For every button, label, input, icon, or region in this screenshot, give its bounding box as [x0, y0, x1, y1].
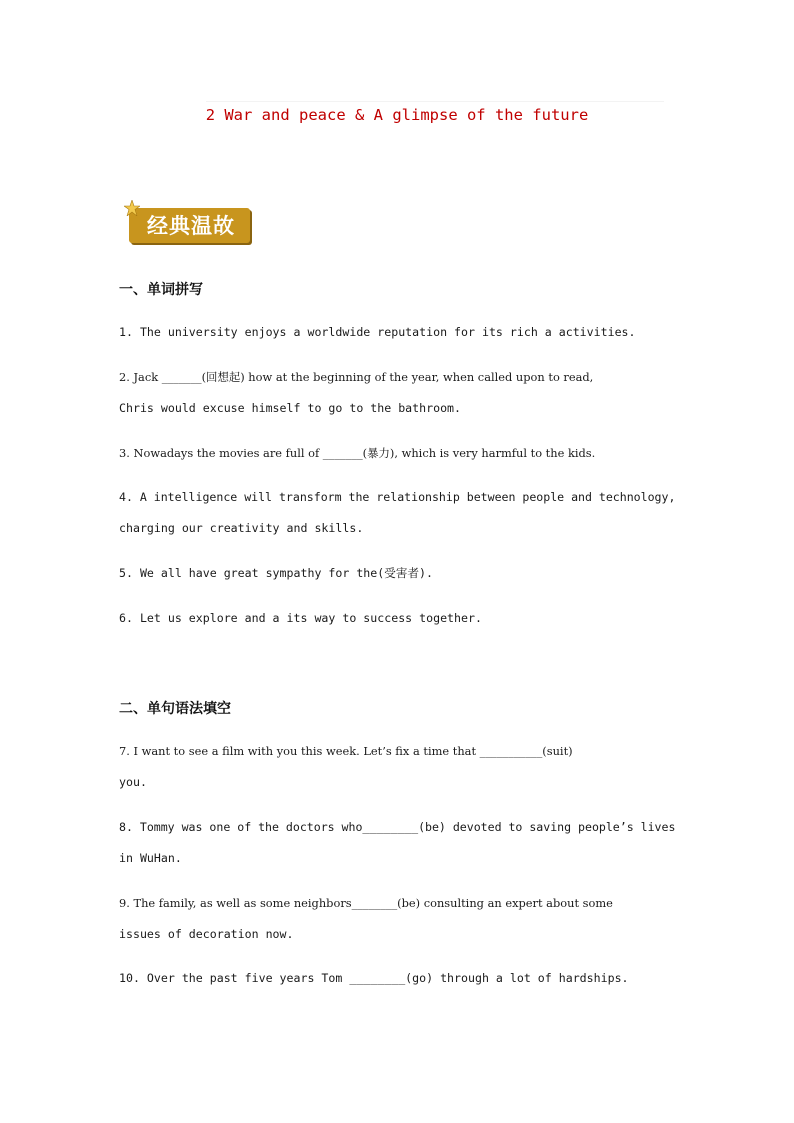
question-2-line-1: 2. Jack _______(回想起) how at the beginning of the year, when called upon to read,	[119, 370, 594, 384]
question-10: 10. Over the past five years Tom ________(go) through a lot of hardships.	[119, 971, 629, 985]
question-7-line-1: 7. I want to see a film with you this week. Let’s fix a time that ___________(suit)	[119, 744, 573, 758]
question-9-line-1: 9. The family, as well as some neighbors________(be) consulting an expert about some	[119, 896, 613, 910]
question-5: 5. We all have great sympathy for the(受害者).	[119, 566, 433, 580]
section-badge	[124, 200, 254, 248]
badge-label: 经典温故	[147, 214, 235, 238]
question-8-line-1: 8. Tommy was one of the doctors who________(be) devoted to saving people’s lives	[119, 820, 676, 834]
question-3: 3. Nowadays the movies are full of _______(暴力), which is very harmful to the kids.	[119, 446, 596, 460]
question-6: 6. Let us explore and a its way to success together.	[119, 611, 482, 625]
question-8-line-2: in WuHan.	[119, 851, 182, 865]
section-heading-grammar: 二、单句语法填空	[119, 701, 231, 717]
question-9-line-2: issues of decoration now.	[119, 927, 294, 941]
question-1: 1. The university enjoys a worldwide reputation for its rich a activities.	[119, 325, 636, 339]
page-title: 2 War and peace & A glimpse of the future	[205, 106, 589, 124]
question-7-line-2: you.	[119, 775, 147, 789]
question-4-line-1: 4. A intelligence will transform the relationship between people and technology,	[119, 490, 676, 504]
question-2-line-2: Chris would excuse himself to go to the bathroom.	[119, 401, 462, 415]
title-rule	[206, 101, 664, 102]
question-4-line-2: charging our creativity and skills.	[119, 521, 364, 535]
section-heading-spelling: 一、单词拼写	[119, 282, 203, 298]
